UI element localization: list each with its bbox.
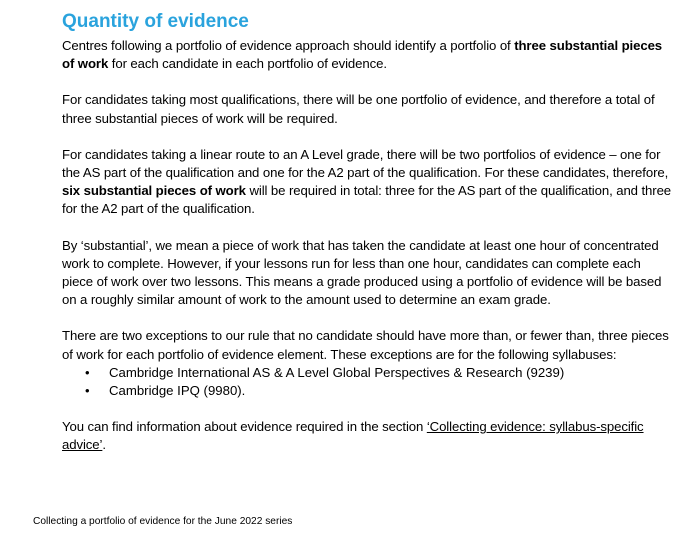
paragraph-text: for each candidate in each portfolio of evidence. [108,56,387,72]
section-heading: Quantity of evidence [62,11,249,32]
page-footer: Collecting a portfolio of evidence for the June 2022 series [33,516,293,527]
paragraph-linear-route [62,146,672,219]
list-item-text: Cambridge IPQ (9980). [109,383,246,399]
paragraph-text: You can find information about evidence required in the section [62,419,427,435]
paragraph-portfolio-approach [62,37,672,73]
document-body [62,10,672,473]
list-item [85,364,672,382]
paragraph-further-info [62,418,672,454]
paragraph-text: . [102,437,106,453]
paragraph-most-qualifications: For candidates taking most qualifications, there will be one portfolio of evidence, and therefore a total of three substantial pieces of work will be required. [62,92,655,126]
paragraph-text: will be required in total: three for the AS part of the qualification, and three for the A2 part of the qualification. [62,183,672,217]
paragraph-substantial-definition: By ‘substantial’, we mean a piece of work that has taken the candidate at least one hour of concentrated work to complete. However, if your lessons run for less than one hour, candidates can complete each piece of work over two lessons. This means a grade produced using a portfolio of evidence will be based on a roughly similar amount of work to the amount used to determine an exam grade. [62,237,662,308]
bullet-icon: • [85,364,90,380]
bold-three-pieces: three substantial pieces of work [62,38,663,72]
list-item-text: Cambridge International AS & A Level Global Perspectives & Research (9239) [109,364,565,380]
paragraph-exceptions: There are two exceptions to our rule that no candidate should have more than, or fewer than, three pieces of work for each portfolio of evidence element. These exceptions are for the following syllabuses: [62,328,669,362]
bold-six-pieces: six substantial pieces of work [62,183,246,199]
paragraph-text: Centres following a portfolio of evidence approach should identify a portfolio of [62,38,515,53]
paragraph-text: For candidates taking a linear route to an A Level grade, there will be two portfolios of evidence – one for the AS part of the qualification and one for the A2 part of the qualification. For these candidates, therefore, [62,146,669,181]
syllabus-advice-link[interactable]: ‘Collecting evidence: syllabus-specific advice’ [62,419,644,453]
list-item [85,382,672,400]
bullet-icon: • [85,383,90,399]
syllabus-list [62,364,672,400]
